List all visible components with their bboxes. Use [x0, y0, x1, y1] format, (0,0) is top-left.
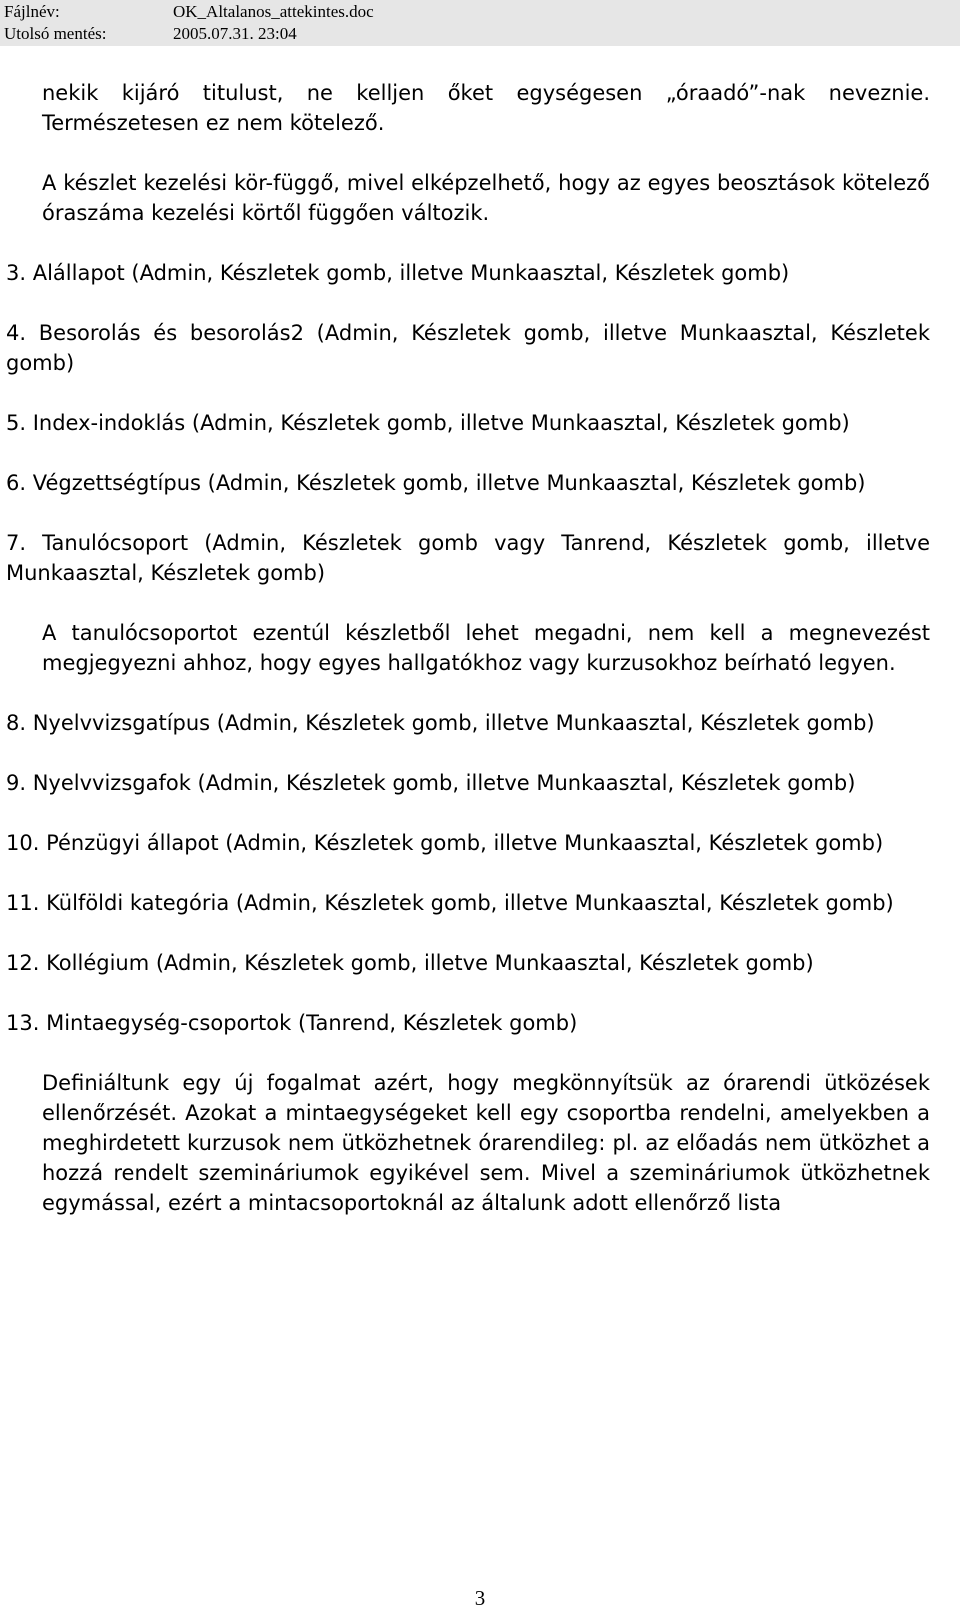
saved-value: 2005.07.31. 23:04: [173, 24, 297, 43]
list-item-12: 12. Kollégium (Admin, Készletek gomb, illetve Munkaasztal, Készletek gomb): [6, 951, 814, 975]
list-item-13: 13. Mintaegység-csoportok (Tanrend, Készletek gomb): [6, 1011, 578, 1035]
saved-label: Utolsó mentés:: [4, 24, 107, 43]
list-item-4: 4. Besorolás és besorolás2 (Admin, Készletek gomb, illetve Munkaasztal, Készletek gomb): [6, 321, 930, 375]
list-item-7: 7. Tanulócsoport (Admin, Készletek gomb vagy Tanrend, Készletek gomb, illetve Munkaasztal, Készletek gomb): [6, 531, 930, 585]
paragraph-keszlet-kezeles: A készlet kezelési kör-függő, mivel elképzelhető, hogy az egyes beosztások kötelező óraszáma kezelési körtől függően változik.: [42, 171, 930, 225]
list-item-6: 6. Végzettségtípus (Admin, Készletek gomb, illetve Munkaasztal, Készletek gomb): [6, 471, 866, 495]
list-item-8: 8. Nyelvvizsgatípus (Admin, Készletek gomb, illetve Munkaasztal, Készletek gomb): [6, 711, 875, 735]
paragraph-continuation: nekik kijáró titulust, ne kelljen őket egységesen „óraadó”-nak neveznie. Természetesen ez nem kötelező.: [42, 81, 930, 135]
document-body: [6, 78, 930, 1218]
list-item-11: 11. Külföldi kategória (Admin, Készletek gomb, illetve Munkaasztal, Készletek gomb): [6, 891, 894, 915]
page-number: 3: [474, 1586, 486, 1610]
document-header: [0, 0, 960, 46]
list-item-9: 9. Nyelvvizsgafok (Admin, Készletek gomb, illetve Munkaasztal, Készletek gomb): [6, 771, 856, 795]
paragraph-mintaegyseg: Definiáltunk egy új fogalmat azért, hogy megkönnyítsük az órarendi ütközések ellenőrzését. Azokat a mintaegységeket kell egy csoportba rendelni, amelyekben a meghirdetett kurzusok nem ütközhetnek órarendileg: pl. az előadás nem ütközhet a hozzá rendelt szemináriumok egyikével sem. Mivel a szemináriumok ütközhetnek egymással, ezért a mintacsoportoknál az általunk adott ellenőrző lista: [42, 1071, 930, 1215]
filename-label: Fájlnév:: [4, 2, 60, 21]
list-item-5: 5. Index-indoklás (Admin, Készletek gomb, illetve Munkaasztal, Készletek gomb): [6, 411, 850, 435]
filename-value: OK_Altalanos_attekintes.doc: [173, 2, 374, 21]
list-item-10: 10. Pénzügyi állapot (Admin, Készletek gomb, illetve Munkaasztal, Készletek gomb): [6, 831, 884, 855]
list-item-3: 3. Alállapot (Admin, Készletek gomb, illetve Munkaasztal, Készletek gomb): [6, 261, 790, 285]
paragraph-tanulocsoport: A tanulócsoportot ezentúl készletből lehet megadni, nem kell a megnevezést megjegyezni ahhoz, hogy egyes hallgatókhoz vagy kurzusokhoz beírható legyen.: [42, 621, 930, 675]
